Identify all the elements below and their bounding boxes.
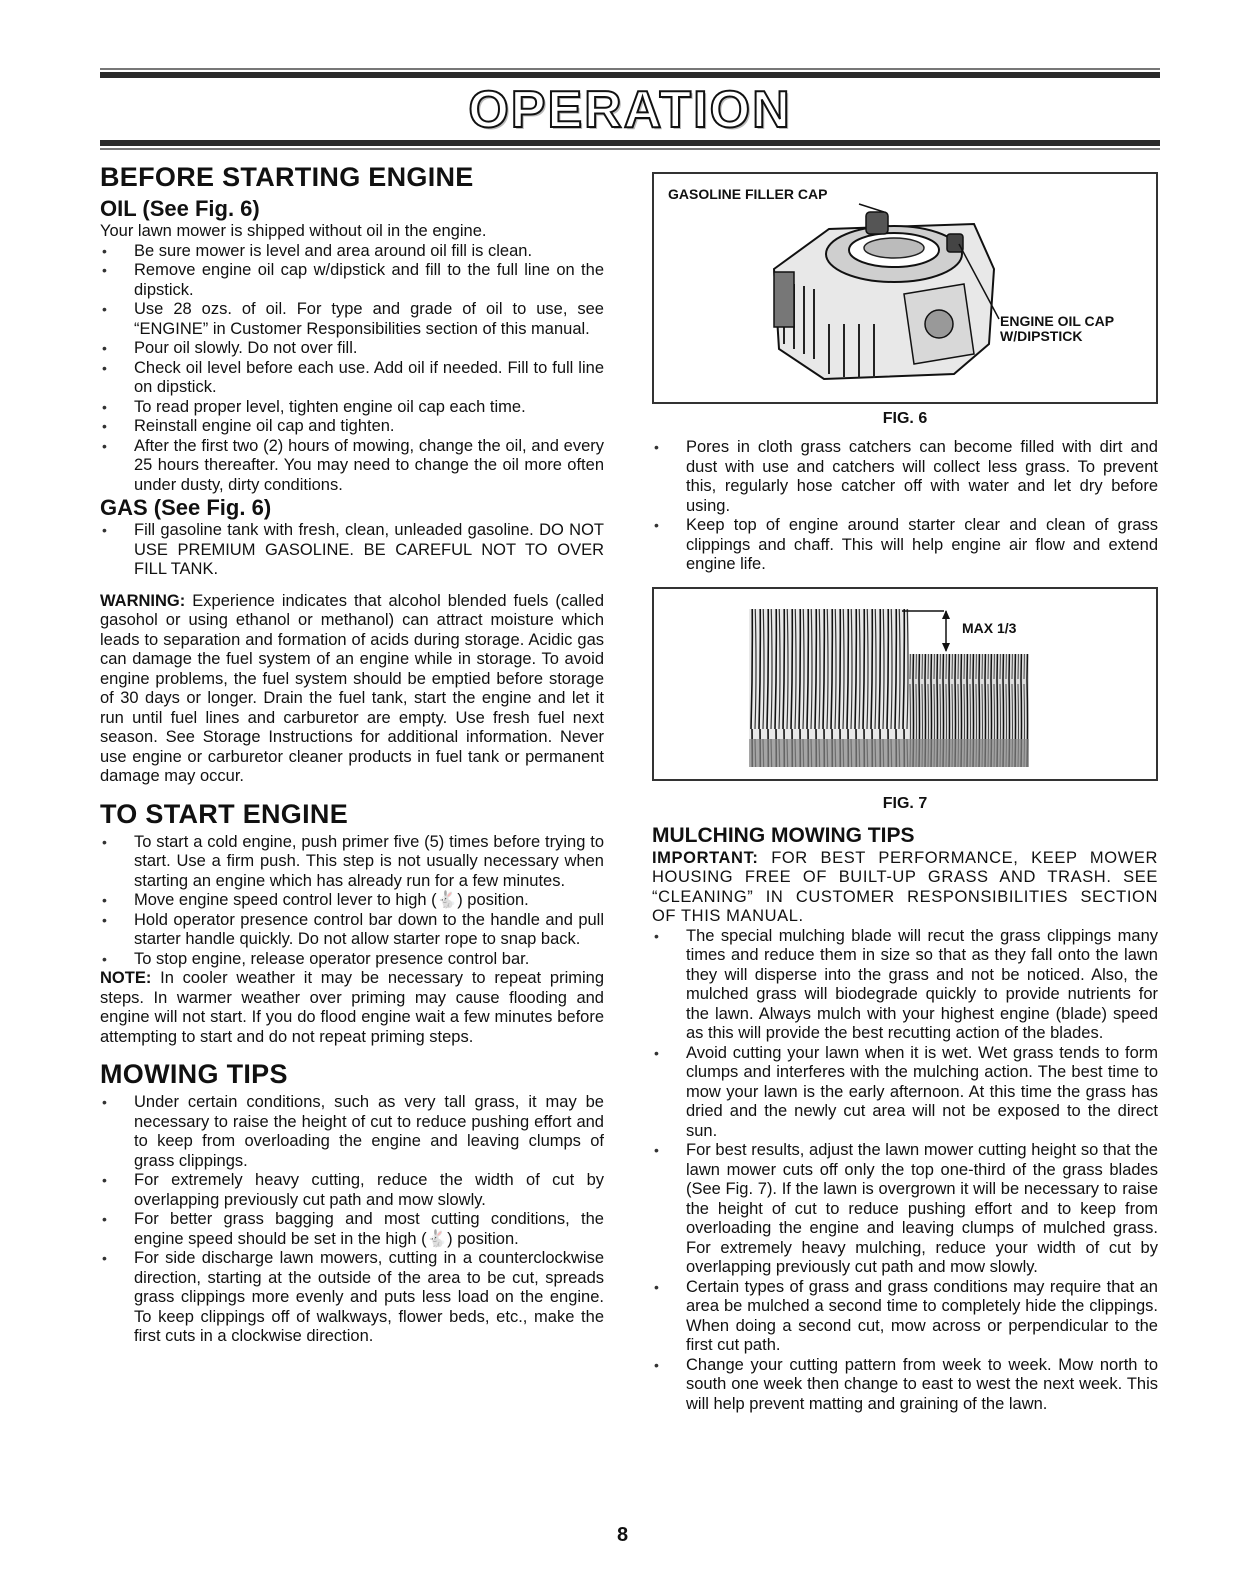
- top-rule: [100, 68, 1160, 70]
- oil-heading: OIL (See Fig. 6): [100, 196, 260, 221]
- fig6-label-oilcap-line2: W/DIPSTICK: [1000, 328, 1083, 344]
- list-item: • Pour oil slowly. Do not over fill.: [100, 339, 604, 359]
- list-item: • For best results, adjust the lawn mower cutting height so that the lawn mower cuts off only the top one-third of the grass blades (See Fig. 7). If the lawn is overgrown it will be necessary to raise the height of cut to reduce pushing effort and to keep from overloading the engine and leaving clumps of mulched grass. For extremely heavy mulching, reduce your width of cut by overlapping previously cut path and mow slowly.: [652, 1141, 1158, 1278]
- fig7-caption: FIG. 7: [882, 794, 928, 812]
- important-label: IMPORTANT:: [652, 848, 759, 867]
- list-item: • Pores in cloth grass catchers can become filled with dirt and dust with use and catchers will collect less grass. To prevent this, regularly hose catcher off with water and let dry before using.: [652, 438, 1158, 516]
- note-label: NOTE:: [100, 969, 152, 987]
- fig7-label: MAX 1/3: [962, 619, 1017, 636]
- list-item: • Remove engine oil cap w/dipstick and fill to the full line on the dipstick.: [100, 261, 604, 300]
- page-title: OPERATION: [468, 81, 792, 139]
- gas-list: [100, 521, 604, 580]
- fig6-box: [652, 172, 1158, 404]
- list-item: • After the first two (2) hours of mowing, change the oil, and every 25 hours thereafter. You may need to change the oil more often under dusty, dirty conditions.: [100, 437, 604, 496]
- mulching-heading: MULCHING MOWING TIPS: [652, 823, 915, 847]
- before-starting-heading: BEFORE STARTING ENGINE: [100, 162, 474, 192]
- fig6-label-filler: GASOLINE FILLER CAP: [668, 186, 828, 202]
- list-item: • For better grass bagging and most cutting conditions, the engine speed should be set in the high (🐇) position.: [100, 1210, 604, 1249]
- mulching-list: [652, 927, 1158, 1415]
- note-paragraph: [100, 969, 604, 1047]
- title-rule: [100, 148, 1160, 150]
- list-item: • Move engine speed control lever to high (🐇) position.: [100, 891, 604, 911]
- left-column: [100, 162, 604, 1347]
- list-item: • The special mulching blade will recut the grass clippings many times and reduce them in size so that as they fall onto the lawn they will disperse into the grass and not be noticed. Also, the mulched grass will biodegrade quickly to provide nutrients for the lawn. Always mulch with your highest engine (blade) speed as this will provide the best recutting action of the blades.: [652, 927, 1158, 1044]
- list-item: • Be sure mower is level and area around oil fill is clean.: [100, 242, 604, 262]
- engine-illustration: [654, 174, 1160, 402]
- fig6-label-oilcap: [1000, 314, 1114, 344]
- list-item: • Reinstall engine oil cap and tighten.: [100, 417, 604, 437]
- page-number: 8: [617, 1524, 629, 1546]
- top-rule-thick: [100, 72, 1160, 78]
- warning-text: Experience indicates that alcohol blended fuels (called gasohol or using ethanol or methanol) can attract moisture which leads to separation and formation of acids during storage. Acidic gas can damage the fuel system of an engine while in storage. To avoid engine problems, the fuel system should be emptied before storage of 30 days or longer. Drain the fuel tank, start the engine and let it run until fuel lines and carburetor are empty. Use fresh fuel next season. See Storage Instructions for additional information. Never use engine or carburetor cleaner products in fuel tank or permanent damage may occur.: [100, 591, 604, 785]
- list-item: • Change your cutting pattern from week to week. Mow north to south one week then change to east to west the next week. This will help prevent matting and graining of the lawn.: [652, 1356, 1158, 1415]
- mowing-list: [100, 1093, 604, 1347]
- fig6-label-oilcap-line1: ENGINE OIL CAP: [1000, 313, 1115, 329]
- list-item: • Under certain conditions, such as very tall grass, it may be necessary to raise the height of cut to reduce pushing effort and to keep from overloading the engine and leaving clumps of grass clippings.: [100, 1093, 604, 1171]
- list-item: • Check oil level before each use. Add oil if needed. Fill to full line on dipstick.: [100, 359, 604, 398]
- list-item: • For side discharge lawn mowers, cutting in a counterclockwise direction, starting at the outside of the area to be cut, spreads grass clippings more evenly and puts less load on the engine. To keep clippings off of walkways, flower beds, etc., make the first cuts in a clockwise direction.: [100, 1249, 604, 1347]
- list-item: • Hold operator presence control bar down to the handle and pull starter handle quickly. Do not allow starter rope to snap back.: [100, 911, 604, 950]
- mowing-tips-heading: MOWING TIPS: [100, 1059, 288, 1089]
- list-item: • To stop engine, release operator presence control bar.: [100, 950, 604, 970]
- list-item: • Avoid cutting your lawn when it is wet. Wet grass tends to form clumps and interferes with the mulching action. The best time to mow your lawn is the early afternoon. At this time the grass has dried and the newly cut area will not be exposed to the direct sun.: [652, 1044, 1158, 1142]
- important-paragraph: [652, 849, 1158, 927]
- oil-intro: Your lawn mower is shipped without oil in the engine.: [100, 222, 487, 240]
- catcher-list: [652, 438, 1158, 575]
- gas-heading: GAS (See Fig. 6): [100, 495, 272, 520]
- list-item: • To read proper level, tighten engine oil cap each time.: [100, 398, 604, 418]
- list-item: • Certain types of grass and grass conditions may require that an area be mulched a second time to completely hide the clippings. When doing a second cut, mow across or perpendicular to the first cut path.: [652, 1278, 1158, 1356]
- grass-illustration: [654, 589, 1160, 779]
- list-item: • For extremely heavy cutting, reduce the width of cut by overlapping previously cut path and mow slowly.: [100, 1171, 604, 1210]
- list-item: • Keep top of engine around starter clear and clean of grass clippings and chaff. This will help engine air flow and extend engine life.: [652, 516, 1158, 575]
- list-item: • Fill gasoline tank with fresh, clean, unleaded gasoline. DO NOT USE PREMIUM GASOLINE. BE CAREFUL NOT TO OVER FILL TANK.: [100, 521, 604, 580]
- list-item: • Use 28 ozs. of oil. For type and grade of oil to use, see “ENGINE” in Customer Responsibilities section of this manual.: [100, 300, 604, 339]
- warning-paragraph: [100, 592, 604, 787]
- important-text: FOR BEST PERFORMANCE, KEEP MOWER HOUSING FREE OF BUILT-UP GRASS AND TRASH. SEE “CLEANING” IN CUSTOMER RESPONSIBILITIES SECTION OF THIS MANUAL.: [652, 848, 1158, 925]
- right-column: [652, 172, 1158, 1414]
- title-rule-thick: [100, 140, 1160, 146]
- fig7-box: [652, 587, 1158, 781]
- to-start-heading: TO START ENGINE: [100, 798, 349, 829]
- note-text: In cooler weather it may be necessary to repeat priming steps. In warmer weather over priming may cause flooding and engine will not start. If you do flood engine wait a few minutes before attempting to start and do not repeat priming steps.: [100, 969, 604, 1046]
- warning-label: WARNING:: [100, 591, 186, 610]
- important-block: [652, 849, 1158, 927]
- list-item: • To start a cold engine, push primer five (5) times before trying to start. Use a firm push. This step is not usually necessary when starting an engine which has already run for a few minutes.: [100, 833, 604, 892]
- oil-list: [100, 242, 604, 496]
- to-start-list: [100, 833, 604, 970]
- fig6-caption: FIG. 6: [882, 410, 928, 427]
